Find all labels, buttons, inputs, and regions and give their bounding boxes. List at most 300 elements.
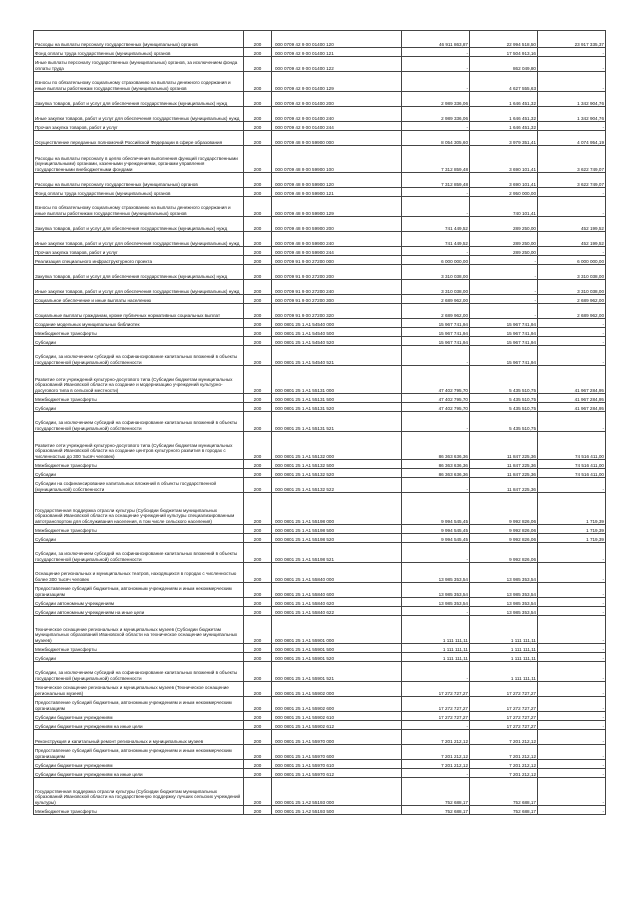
expense-name-cell: Межбюджетные трансферты bbox=[34, 394, 244, 403]
line-code-cell: 200 bbox=[244, 525, 272, 534]
classification-code-cell: 000 0801 25 1 A1 54540 521 bbox=[272, 346, 402, 366]
classification-code-cell: 000 0801 25 1 A1 55901 520 bbox=[272, 653, 402, 662]
approved-amount-cell: - bbox=[402, 478, 470, 493]
line-code-cell: 200 bbox=[244, 57, 272, 72]
line-code-cell: 200 bbox=[244, 394, 272, 403]
executed-amount-cell: 13 985 353,54 bbox=[470, 607, 538, 616]
executed-amount-cell: 9 992 826,06 bbox=[470, 543, 538, 563]
unexecuted-amount-cell: 1 719,39 bbox=[538, 493, 606, 525]
classification-code-cell: 000 0709 42 9 00 01400 129 bbox=[272, 72, 402, 92]
table-row bbox=[34, 662, 606, 682]
unexecuted-amount-cell: 41 967 284,95 bbox=[538, 366, 606, 394]
table-row bbox=[34, 403, 606, 412]
table-row bbox=[34, 265, 606, 280]
approved-amount-cell: 9 994 545,45 bbox=[402, 534, 470, 543]
budget-report-sheet bbox=[33, 30, 605, 815]
unexecuted-amount-cell: 452 199,52 bbox=[538, 217, 606, 232]
executed-amount-cell: 9 992 826,06 bbox=[470, 534, 538, 543]
classification-code-cell: 000 0801 25 1 A1 55970 610 bbox=[272, 760, 402, 769]
executed-amount-cell: 7 201 212,12 bbox=[470, 730, 538, 745]
line-code-cell: 200 bbox=[244, 337, 272, 346]
approved-amount-cell: 8 054 305,60 bbox=[402, 131, 470, 146]
executed-amount-cell: 17 504 913,16 bbox=[470, 48, 538, 57]
unexecuted-amount-cell: - bbox=[538, 583, 606, 598]
expense-name-cell: Техническое оснащение региональных и муниципальных музеев (Субсидии бюджетам муниципальных образований Ивановской области на техническое оснащение муниципальных музеев) bbox=[34, 616, 244, 644]
classification-code-cell: 000 0801 25 1 A1 55901 521 bbox=[272, 662, 402, 682]
unexecuted-amount-cell: 1 342 904,76 bbox=[538, 92, 606, 107]
table-row bbox=[34, 394, 606, 403]
approved-amount-cell: 47 402 795,70 bbox=[402, 394, 470, 403]
line-code-cell: 200 bbox=[244, 653, 272, 662]
table-row bbox=[34, 328, 606, 337]
executed-amount-cell: 289 250,00 bbox=[470, 247, 538, 256]
table-body bbox=[34, 31, 606, 815]
table-row bbox=[34, 412, 606, 432]
line-code-cell: 200 bbox=[244, 745, 272, 760]
unexecuted-amount-cell: - bbox=[538, 563, 606, 583]
executed-amount-cell: 15 967 741,94 bbox=[470, 328, 538, 337]
unexecuted-amount-cell: - bbox=[538, 122, 606, 131]
approved-amount-cell: - bbox=[402, 412, 470, 432]
executed-amount-cell: 7 201 212,12 bbox=[470, 745, 538, 760]
approved-amount-cell: 7 201 212,12 bbox=[402, 745, 470, 760]
line-code-cell: 200 bbox=[244, 712, 272, 721]
approved-amount-cell: - bbox=[402, 48, 470, 57]
table-row bbox=[34, 721, 606, 730]
expense-name-cell: Реконструкция и капитальный ремонт региональных и муниципальных музеев bbox=[34, 730, 244, 745]
unexecuted-amount-cell: - bbox=[538, 598, 606, 607]
table-row bbox=[34, 346, 606, 366]
classification-code-cell: 000 0801 25 1 A1 55198 500 bbox=[272, 525, 402, 534]
approved-amount-cell: 7 312 859,48 bbox=[402, 146, 470, 173]
unexecuted-amount-cell: 3 622 749,07 bbox=[538, 173, 606, 188]
unexecuted-amount-cell: - bbox=[538, 778, 606, 806]
classification-code-cell: 000 0709 48 9 00 59900 120 bbox=[272, 173, 402, 188]
expense-name-cell: Иные закупки товаров, работ и услуг для обеспечения государственных (муниципальных) нужд bbox=[34, 232, 244, 247]
approved-amount-cell: 1 111 111,11 bbox=[402, 644, 470, 653]
approved-amount-cell: 741 449,52 bbox=[402, 217, 470, 232]
executed-amount-cell: 15 967 741,94 bbox=[470, 319, 538, 328]
expense-name-cell: Закупка товаров, работ и услуг для обеспечения государственных (муниципальных) нужд bbox=[34, 92, 244, 107]
classification-code-cell: 000 0709 91 9 00 27200 240 bbox=[272, 280, 402, 295]
executed-amount-cell: 1 646 451,32 bbox=[470, 107, 538, 122]
executed-amount-cell: 862 049,80 bbox=[470, 57, 538, 72]
unexecuted-amount-cell: - bbox=[538, 616, 606, 644]
expense-name-cell: Межбюджетные трансферты bbox=[34, 525, 244, 534]
expense-name-cell: Развитие сети учреждений культурно-досугового типа (Субсидии бюджетам муниципальных образований Ивановской области на создание и модернизацию учреждений культурно-досугового типа в сельской местности) bbox=[34, 366, 244, 394]
line-code-cell: 200 bbox=[244, 188, 272, 197]
table-row bbox=[34, 280, 606, 295]
unexecuted-amount-cell: - bbox=[538, 478, 606, 493]
expense-name-cell: Субсидии бюджетным учреждениям bbox=[34, 760, 244, 769]
classification-code-cell: 000 0801 25 1 A1 55131 000 bbox=[272, 366, 402, 394]
unexecuted-amount-cell: 74 516 411,00 bbox=[538, 432, 606, 460]
classification-code-cell: 000 0801 25 1 A1 55840 620 bbox=[272, 598, 402, 607]
table-row bbox=[34, 295, 606, 304]
line-code-cell: 200 bbox=[244, 31, 272, 48]
unexecuted-amount-cell: - bbox=[538, 721, 606, 730]
unexecuted-amount-cell: - bbox=[538, 682, 606, 697]
table-row bbox=[34, 769, 606, 778]
line-code-cell: 200 bbox=[244, 280, 272, 295]
line-code-cell: 200 bbox=[244, 778, 272, 806]
approved-amount-cell: 47 402 795,70 bbox=[402, 403, 470, 412]
expense-name-cell: Межбюджетные трансферты bbox=[34, 460, 244, 469]
expense-name-cell: Субсидии бюджетным учреждениям на иные цели bbox=[34, 721, 244, 730]
executed-amount-cell: 22 994 518,50 bbox=[470, 31, 538, 48]
line-code-cell: 200 bbox=[244, 72, 272, 92]
expense-name-cell: Прочая закупка товаров, работ и услуг bbox=[34, 122, 244, 131]
table-row bbox=[34, 616, 606, 644]
approved-amount-cell: 1 111 111,11 bbox=[402, 616, 470, 644]
table-row bbox=[34, 337, 606, 346]
line-code-cell: 200 bbox=[244, 48, 272, 57]
executed-amount-cell: 17 272 727,27 bbox=[470, 697, 538, 712]
classification-code-cell: 000 0801 25 1 A1 55840 600 bbox=[272, 583, 402, 598]
approved-amount-cell: 7 312 859,48 bbox=[402, 173, 470, 188]
expense-name-cell: Межбюджетные трансферты bbox=[34, 328, 244, 337]
table-row bbox=[34, 543, 606, 563]
classification-code-cell: 000 0801 25 1 A1 55902 612 bbox=[272, 721, 402, 730]
line-code-cell: 200 bbox=[244, 607, 272, 616]
executed-amount-cell: 1 111 111,11 bbox=[470, 644, 538, 653]
executed-amount-cell: 7 201 212,12 bbox=[470, 760, 538, 769]
table-row bbox=[34, 432, 606, 460]
classification-code-cell: 000 0709 42 9 00 01400 200 bbox=[272, 92, 402, 107]
expense-name-cell: Реализация специального инфраструктурного проекта bbox=[34, 256, 244, 265]
approved-amount-cell: - bbox=[402, 662, 470, 682]
classification-code-cell: 000 0709 91 9 00 27200 200 bbox=[272, 265, 402, 280]
executed-amount-cell: 3 979 351,41 bbox=[470, 131, 538, 146]
approved-amount-cell: 17 272 727,27 bbox=[402, 712, 470, 721]
table-row bbox=[34, 682, 606, 697]
classification-code-cell: 000 0709 48 9 00 59900 121 bbox=[272, 188, 402, 197]
executed-amount-cell: - bbox=[470, 295, 538, 304]
expense-name-cell: Субсидии bbox=[34, 337, 244, 346]
classification-code-cell: 000 0801 25 1 A1 55970 000 bbox=[272, 730, 402, 745]
unexecuted-amount-cell: 2 689 962,00 bbox=[538, 295, 606, 304]
table-row bbox=[34, 778, 606, 806]
line-code-cell: 200 bbox=[244, 403, 272, 412]
approved-amount-cell: 3 310 038,00 bbox=[402, 280, 470, 295]
line-code-cell: 200 bbox=[244, 721, 272, 730]
expense-name-cell: Предоставление субсидий бюджетным, автономным учреждениям и иным некоммерческим организациям bbox=[34, 697, 244, 712]
line-code-cell: 200 bbox=[244, 583, 272, 598]
expense-name-cell: Субсидии на софинансирование капитальных вложений в объекты государственной (муниципальной) собственности bbox=[34, 478, 244, 493]
classification-code-cell: 000 0801 25 1 A1 55840 000 bbox=[272, 563, 402, 583]
line-code-cell: 200 bbox=[244, 107, 272, 122]
executed-amount-cell: 17 272 727,27 bbox=[470, 712, 538, 721]
classification-code-cell: 000 0709 91 9 00 27200 300 bbox=[272, 295, 402, 304]
unexecuted-amount-cell: - bbox=[538, 543, 606, 563]
expense-name-cell: Социальное обеспечение и иные выплаты населению bbox=[34, 295, 244, 304]
expense-name-cell: Предоставление субсидий бюджетным, автономным учреждениям и иным некоммерческим организациям bbox=[34, 745, 244, 760]
table-row bbox=[34, 525, 606, 534]
approved-amount-cell: 752 688,17 bbox=[402, 806, 470, 815]
classification-code-cell: 000 0801 25 1 A1 55131 500 bbox=[272, 394, 402, 403]
table-row bbox=[34, 304, 606, 319]
executed-amount-cell: 11 847 225,36 bbox=[470, 469, 538, 478]
approved-amount-cell: 86 363 636,36 bbox=[402, 432, 470, 460]
classification-code-cell: 000 0801 25 1 A1 55198 000 bbox=[272, 493, 402, 525]
executed-amount-cell: 15 967 741,94 bbox=[470, 337, 538, 346]
expense-name-cell: Закупка товаров, работ и услуг для обеспечения государственных (муниципальных) нужд bbox=[34, 217, 244, 232]
classification-code-cell: 000 0801 25 1 A2 55193 500 bbox=[272, 806, 402, 815]
classification-code-cell: 000 0709 42 9 00 01400 121 bbox=[272, 48, 402, 57]
approved-amount-cell: - bbox=[402, 197, 470, 217]
expense-name-cell: Субсидии автономным учреждениям bbox=[34, 598, 244, 607]
executed-amount-cell: - bbox=[470, 304, 538, 319]
line-code-cell: 200 bbox=[244, 122, 272, 131]
approved-amount-cell: - bbox=[402, 72, 470, 92]
approved-amount-cell: 3 310 038,00 bbox=[402, 265, 470, 280]
line-code-cell: 200 bbox=[244, 346, 272, 366]
table-row bbox=[34, 146, 606, 173]
table-row bbox=[34, 598, 606, 607]
expense-name-cell: Субсидии bbox=[34, 403, 244, 412]
approved-amount-cell: - bbox=[402, 607, 470, 616]
executed-amount-cell: 289 250,00 bbox=[470, 232, 538, 247]
expense-name-cell: Фонд оплаты труда государственных (муниципальных) органов bbox=[34, 188, 244, 197]
approved-amount-cell: 47 402 795,70 bbox=[402, 366, 470, 394]
table-row bbox=[34, 31, 606, 48]
line-code-cell: 200 bbox=[244, 432, 272, 460]
classification-code-cell: 000 0801 25 1 A1 55901 500 bbox=[272, 644, 402, 653]
table-row bbox=[34, 122, 606, 131]
line-code-cell: 200 bbox=[244, 197, 272, 217]
unexecuted-amount-cell: 2 689 962,00 bbox=[538, 304, 606, 319]
table-row bbox=[34, 173, 606, 188]
line-code-cell: 200 bbox=[244, 256, 272, 265]
executed-amount-cell: 740 101,41 bbox=[470, 197, 538, 217]
unexecuted-amount-cell: - bbox=[538, 48, 606, 57]
expense-name-cell: Осуществление переданных полномочий Российской Федерации в сфере образования bbox=[34, 131, 244, 146]
table-row bbox=[34, 256, 606, 265]
approved-amount-cell: - bbox=[402, 122, 470, 131]
classification-code-cell: 000 0801 25 1 A1 55132 000 bbox=[272, 432, 402, 460]
approved-amount-cell: 46 911 863,87 bbox=[402, 31, 470, 48]
unexecuted-amount-cell: - bbox=[538, 653, 606, 662]
executed-amount-cell: 3 690 101,41 bbox=[470, 173, 538, 188]
classification-code-cell: 000 0801 25 1 A1 55131 520 bbox=[272, 403, 402, 412]
expense-name-cell: Прочая закупка товаров, работ и услуг bbox=[34, 247, 244, 256]
line-code-cell: 200 bbox=[244, 644, 272, 653]
classification-code-cell: 000 0709 48 9 00 59900 240 bbox=[272, 232, 402, 247]
line-code-cell: 200 bbox=[244, 92, 272, 107]
expense-name-cell: Субсидии, за исключением субсидий на софинансирование капитальных вложений в объекты государственной (муниципальной) собственности bbox=[34, 543, 244, 563]
line-code-cell: 200 bbox=[244, 760, 272, 769]
expense-name-cell: Оснащение региональных и муниципальных театров, находящихся в городах с численностью более 300 тысяч человек bbox=[34, 563, 244, 583]
expense-name-cell: Взносы по обязательному социальному страхованию на выплаты денежного содержания и иные выплаты работникам государственных (муниципальных) органов bbox=[34, 197, 244, 217]
classification-code-cell: 000 0709 48 9 00 59900 000 bbox=[272, 131, 402, 146]
expense-name-cell: Межбюджетные трансферты bbox=[34, 806, 244, 815]
approved-amount-cell: 7 201 212,12 bbox=[402, 730, 470, 745]
executed-amount-cell: 1 111 111,11 bbox=[470, 653, 538, 662]
line-code-cell: 200 bbox=[244, 697, 272, 712]
table-row bbox=[34, 197, 606, 217]
classification-code-cell: 000 0801 25 1 A1 54540 520 bbox=[272, 337, 402, 346]
line-code-cell: 200 bbox=[244, 478, 272, 493]
approved-amount-cell: - bbox=[402, 543, 470, 563]
approved-amount-cell: 86 363 636,36 bbox=[402, 460, 470, 469]
line-code-cell: 200 bbox=[244, 563, 272, 583]
executed-amount-cell: 13 985 353,54 bbox=[470, 598, 538, 607]
approved-amount-cell: 741 449,52 bbox=[402, 232, 470, 247]
table-row bbox=[34, 563, 606, 583]
executed-amount-cell: 11 847 225,36 bbox=[470, 460, 538, 469]
expense-name-cell: Субсидии бюджетным учреждениям на иные цели bbox=[34, 769, 244, 778]
table-row bbox=[34, 107, 606, 122]
executed-amount-cell: 9 992 826,06 bbox=[470, 525, 538, 534]
unexecuted-amount-cell: 3 310 038,00 bbox=[538, 280, 606, 295]
line-code-cell: 200 bbox=[244, 460, 272, 469]
approved-amount-cell: - bbox=[402, 188, 470, 197]
approved-amount-cell: 2 689 962,00 bbox=[402, 295, 470, 304]
classification-code-cell: 000 0709 91 9 00 27200 320 bbox=[272, 304, 402, 319]
executed-amount-cell: 17 272 727,27 bbox=[470, 682, 538, 697]
line-code-cell: 200 bbox=[244, 131, 272, 146]
table-row bbox=[34, 366, 606, 394]
executed-amount-cell: 5 435 510,75 bbox=[470, 394, 538, 403]
expense-name-cell: Иные выплаты персоналу государственных (муниципальных) органов, за исключением фонда оплаты труда bbox=[34, 57, 244, 72]
approved-amount-cell: 9 994 545,45 bbox=[402, 525, 470, 534]
line-code-cell: 200 bbox=[244, 598, 272, 607]
table-row bbox=[34, 697, 606, 712]
unexecuted-amount-cell: - bbox=[538, 337, 606, 346]
expense-name-cell: Предоставление субсидий бюджетным, автономным учреждениям и иным некоммерческим организациям bbox=[34, 583, 244, 598]
classification-code-cell: 000 0801 25 1 A1 55901 000 bbox=[272, 616, 402, 644]
unexecuted-amount-cell: 3 310 038,00 bbox=[538, 265, 606, 280]
executed-amount-cell: 4 627 555,63 bbox=[470, 72, 538, 92]
table-row bbox=[34, 653, 606, 662]
line-code-cell: 200 bbox=[244, 493, 272, 525]
expense-name-cell: Социальные выплаты гражданам, кроме публичных нормативных социальных выплат bbox=[34, 304, 244, 319]
line-code-cell: 200 bbox=[244, 730, 272, 745]
classification-code-cell: 000 0801 25 1 A1 55970 612 bbox=[272, 769, 402, 778]
table-row bbox=[34, 92, 606, 107]
unexecuted-amount-cell: - bbox=[538, 806, 606, 815]
unexecuted-amount-cell: 4 074 954,19 bbox=[538, 131, 606, 146]
unexecuted-amount-cell: 1 342 904,76 bbox=[538, 107, 606, 122]
line-code-cell: 200 bbox=[244, 295, 272, 304]
executed-amount-cell: 9 992 826,06 bbox=[470, 493, 538, 525]
classification-code-cell: 000 0801 25 1 A1 54540 500 bbox=[272, 328, 402, 337]
table-row bbox=[34, 644, 606, 653]
expense-name-cell: Государственная поддержка отрасли культуры (Субсидии бюджетам муниципальных образований Ивановской области на государственную поддержку лучших сельских учреждений культуры) bbox=[34, 778, 244, 806]
unexecuted-amount-cell: - bbox=[538, 697, 606, 712]
unexecuted-amount-cell: - bbox=[538, 712, 606, 721]
table-row bbox=[34, 247, 606, 256]
table-row bbox=[34, 712, 606, 721]
classification-code-cell: 000 0709 48 9 00 59900 100 bbox=[272, 146, 402, 173]
expense-name-cell: Субсидии автономным учреждениям на иные цели bbox=[34, 607, 244, 616]
unexecuted-amount-cell: - bbox=[538, 769, 606, 778]
executed-amount-cell: 11 847 225,36 bbox=[470, 432, 538, 460]
classification-code-cell: 000 0709 48 9 00 59900 244 bbox=[272, 247, 402, 256]
approved-amount-cell: - bbox=[402, 769, 470, 778]
classification-code-cell: 000 0709 42 9 00 01400 240 bbox=[272, 107, 402, 122]
expense-name-cell: Субсидии, за исключением субсидий на софинансирование капитальных вложений в объекты государственной (муниципальной) собственности bbox=[34, 412, 244, 432]
approved-amount-cell: 15 967 741,94 bbox=[402, 319, 470, 328]
expense-name-cell: Субсидии bbox=[34, 653, 244, 662]
unexecuted-amount-cell: 6 000 000,00 bbox=[538, 256, 606, 265]
unexecuted-amount-cell: 1 719,39 bbox=[538, 534, 606, 543]
approved-amount-cell: 1 111 111,11 bbox=[402, 653, 470, 662]
line-code-cell: 200 bbox=[244, 146, 272, 173]
executed-amount-cell: 13 985 353,54 bbox=[470, 563, 538, 583]
approved-amount-cell: 13 985 353,54 bbox=[402, 583, 470, 598]
table-row bbox=[34, 469, 606, 478]
classification-code-cell: 000 0801 25 1 A2 55193 000 bbox=[272, 778, 402, 806]
unexecuted-amount-cell: 23 917 335,37 bbox=[538, 31, 606, 48]
unexecuted-amount-cell: - bbox=[538, 412, 606, 432]
line-code-cell: 200 bbox=[244, 366, 272, 394]
line-code-cell: 200 bbox=[244, 616, 272, 644]
line-code-cell: 200 bbox=[244, 319, 272, 328]
table-row bbox=[34, 131, 606, 146]
expense-name-cell: Иные закупки товаров, работ и услуг для обеспечения государственных (муниципальных) нужд bbox=[34, 280, 244, 295]
executed-amount-cell: - bbox=[470, 280, 538, 295]
approved-amount-cell: 7 201 212,12 bbox=[402, 760, 470, 769]
line-code-cell: 200 bbox=[244, 543, 272, 563]
line-code-cell: 200 bbox=[244, 534, 272, 543]
classification-code-cell: 000 0801 25 1 A1 55198 520 bbox=[272, 534, 402, 543]
expense-name-cell: Межбюджетные трансферты bbox=[34, 644, 244, 653]
table-row bbox=[34, 745, 606, 760]
unexecuted-amount-cell: 1 719,39 bbox=[538, 525, 606, 534]
classification-code-cell: 000 0801 25 1 A1 55132 522 bbox=[272, 478, 402, 493]
table-row bbox=[34, 493, 606, 525]
classification-code-cell: 000 0801 25 1 A1 54540 000 bbox=[272, 319, 402, 328]
line-code-cell: 200 bbox=[244, 173, 272, 188]
table-row bbox=[34, 460, 606, 469]
expense-name-cell: Техническое оснащение региональных и муниципальных музеев (Техническое оснащение региональных музеев) bbox=[34, 682, 244, 697]
unexecuted-amount-cell: - bbox=[538, 662, 606, 682]
table-row bbox=[34, 48, 606, 57]
classification-code-cell: 000 0801 25 1 A1 55132 500 bbox=[272, 460, 402, 469]
expense-name-cell: Субсидии бюджетным учреждениям bbox=[34, 712, 244, 721]
table-row bbox=[34, 72, 606, 92]
unexecuted-amount-cell: - bbox=[538, 644, 606, 653]
unexecuted-amount-cell: - bbox=[538, 197, 606, 217]
unexecuted-amount-cell: 452 199,52 bbox=[538, 232, 606, 247]
classification-code-cell: 000 0801 25 1 A1 55902 610 bbox=[272, 712, 402, 721]
executed-amount-cell: 1 111 111,11 bbox=[470, 616, 538, 644]
table-row bbox=[34, 188, 606, 197]
expense-name-cell: Развитие сети учреждений культурно-досугового типа (Субсидии бюджетам муниципальных образований Ивановской области на создание центров культурного развития в городах с численностью до 300 тысяч человек) bbox=[34, 432, 244, 460]
table-row bbox=[34, 232, 606, 247]
table-row bbox=[34, 319, 606, 328]
executed-amount-cell: 752 688,17 bbox=[470, 806, 538, 815]
executed-amount-cell: 1 111 111,11 bbox=[470, 662, 538, 682]
classification-code-cell: 000 0801 25 1 A1 55131 521 bbox=[272, 412, 402, 432]
unexecuted-amount-cell: - bbox=[538, 247, 606, 256]
approved-amount-cell: 13 985 353,54 bbox=[402, 563, 470, 583]
unexecuted-amount-cell: 41 967 284,95 bbox=[538, 394, 606, 403]
expense-name-cell: Субсидии, за исключением субсидий на софинансирование капитальных вложений в объекты государственной (муниципальной) собственности bbox=[34, 346, 244, 366]
approved-amount-cell: 2 989 336,06 bbox=[402, 92, 470, 107]
executed-amount-cell: 752 688,17 bbox=[470, 778, 538, 806]
classification-code-cell: 000 0801 25 1 A1 55840 622 bbox=[272, 607, 402, 616]
unexecuted-amount-cell: - bbox=[538, 188, 606, 197]
unexecuted-amount-cell: - bbox=[538, 319, 606, 328]
expense-name-cell: Расходы на выплаты персоналу в целях обеспечения выполнения функций государственными (муниципальными) органами, казенными учреждениями, органами управления государственными внебюджетными фондами bbox=[34, 146, 244, 173]
unexecuted-amount-cell: - bbox=[538, 607, 606, 616]
line-code-cell: 200 bbox=[244, 328, 272, 337]
classification-code-cell: 000 0709 48 9 00 59900 129 bbox=[272, 197, 402, 217]
expense-name-cell: Расходы на выплаты персоналу государственных (муниципальных) органов bbox=[34, 31, 244, 48]
table-row bbox=[34, 217, 606, 232]
